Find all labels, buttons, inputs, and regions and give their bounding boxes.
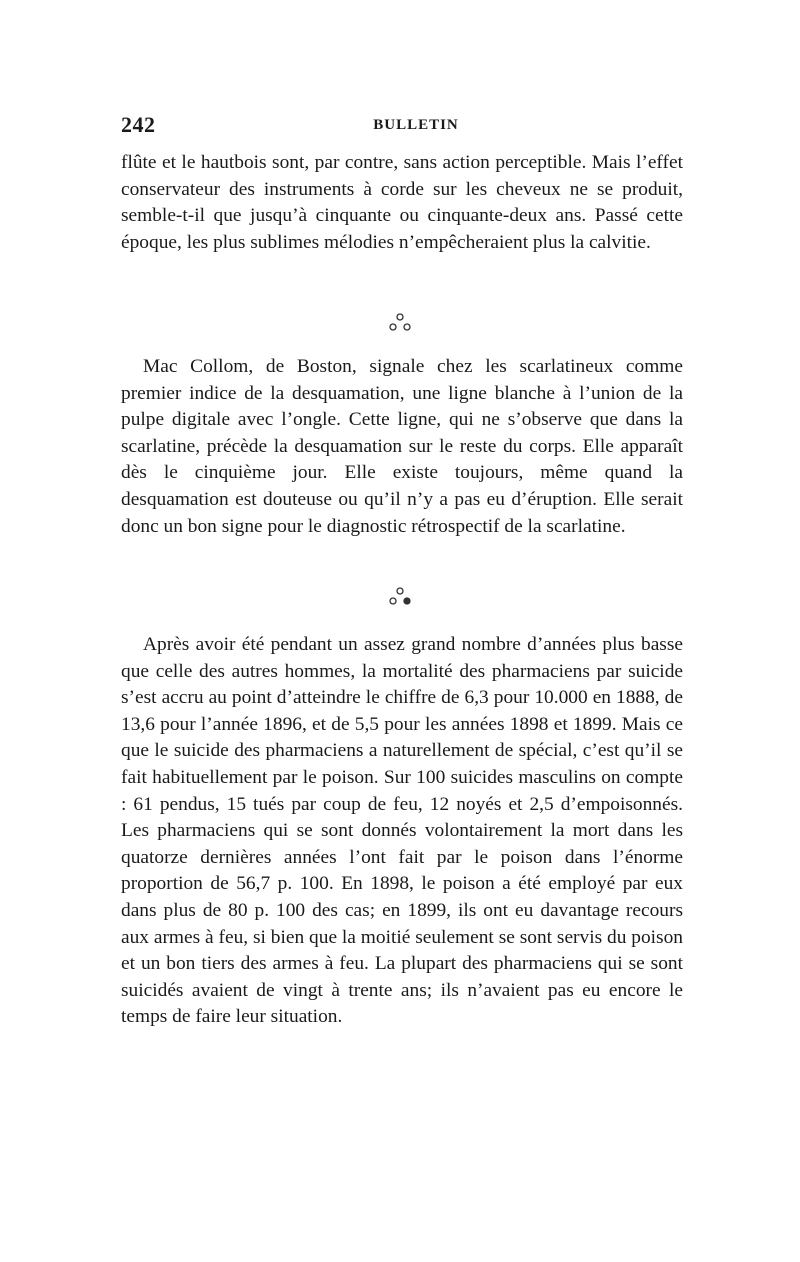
paragraph-hair-music: flûte et le hautbois sont, par contre, sans action perceptible. Mais l’effet conservateur des instruments à corde sur les cheveux ne se produit, semble-t-il que jusqu’à cinquante ou cinquante-deux ans. Passé cette époque, les plus sublimes mélodies n’empêcheraient plus la calvitie.: [121, 152, 683, 253]
page-header: [121, 112, 681, 142]
section-separator-asterism-icon: [388, 586, 412, 608]
page-number: 242: [121, 112, 156, 137]
running-title: BULLETIN: [373, 117, 459, 133]
paragraph-scarlatina: Mac Collom, de Boston, signale chez les scarlatineux comme premier indice de la desquamation, une ligne blanche à l’union de la pulpe digitale avec l’ongle. Cette ligne, qui ne s’observe que dans la scarlatine, précède la desquamation sur le reste du corps. Elle apparaît dès le cinquième jour. Elle existe toujours, même quand la desquamation est douteuse ou qu’il n’y a pas eu d’éruption. Elle serait donc un bon signe pour le diagnostic rétrospectif de la scarlatine.: [121, 356, 683, 537]
paragraph-pharmacist-suicide: Après avoir été pendant un assez grand nombre d’années plus basse que celle des autres hommes, la mortalité des pharmaciens par suicide s’est accru au point d’atteindre le chiffre de 6,3 pour 10.000 en 1888, de 13,6 pour l’année 1896, et de 5,5 pour les années 1898 et 1899. Mais ce que le suicide des pharmaciens a naturellement de spécial, c’est qu’il se fait habituellement par le poison. Sur 100 suicides masculins on compte : 61 pendus, 15 tués par coup de feu, 12 noyés et 2,5 d’empoisonnés. Les pharmaciens qui se sont donnés volontairement la mort dans les quatorze dernières années l’ont fait par le poison dans l’énorme proportion de 56,7 p. 100. En 1898, le poison a été employé par eux dans plus de 80 p. 100 des cas; en 1899, ils ont eu davantage recours aux armes à feu, si bien que la moitié seulement se sont servis du poison et un bon tiers des armes à feu. La plupart des pharmaciens qui se sont suicidés avaient de vingt à trente ans; ils n’avaient pas eu encore le temps de faire leur situation.: [121, 634, 683, 1028]
section-separator-asterism-icon: [388, 312, 412, 334]
